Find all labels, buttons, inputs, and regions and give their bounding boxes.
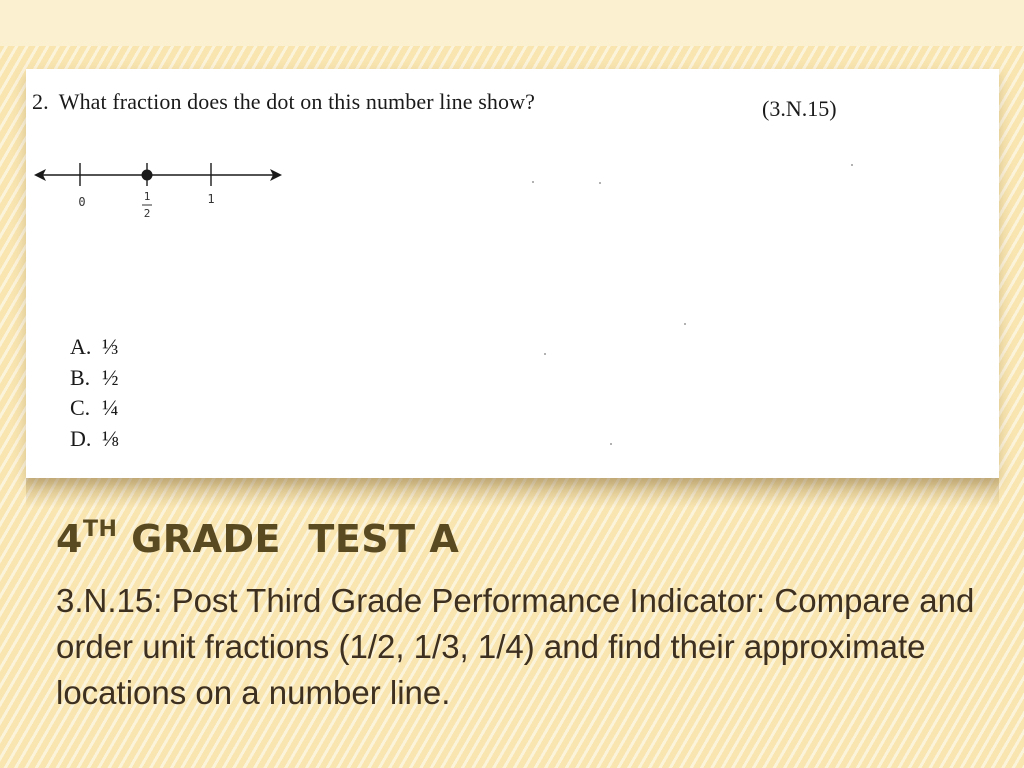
title-number: 4 — [56, 517, 83, 561]
scan-speck — [532, 181, 534, 183]
choice-value: ¼ — [102, 395, 119, 420]
scan-speck — [599, 182, 601, 184]
choice-letter: D. — [70, 425, 92, 451]
choice-c — [70, 393, 119, 424]
choice-letter: A. — [70, 334, 92, 359]
label-zero: 0 — [78, 195, 86, 209]
choice-value: ⅛ — [102, 425, 119, 451]
answer-choices — [70, 332, 119, 454]
slide-title — [56, 515, 459, 563]
choice-b — [70, 363, 119, 394]
question-number: 2. — [32, 89, 49, 114]
choice-value: ½ — [102, 364, 119, 390]
choice-a — [70, 332, 119, 363]
title-superscript: TH — [82, 517, 118, 542]
slide-body-text: 3.N.15: Post Third Grade Performance Indicator: Compare and order unit fractions (1/2, 1/3, 1/4) and find their approximate locations on a number line. — [56, 582, 975, 711]
choice-letter: C. — [70, 395, 91, 420]
number-line-dot — [142, 170, 153, 181]
question-line — [32, 89, 535, 115]
choice-d — [70, 424, 119, 455]
scan-speck — [851, 164, 853, 166]
scan-speck — [544, 353, 546, 355]
label-half-denominator: 2 — [143, 207, 151, 220]
choice-value: ⅓ — [102, 334, 119, 359]
standard-code: (3.N.15) — [762, 96, 837, 121]
scanned-question-image — [26, 69, 999, 478]
label-one: 1 — [207, 192, 215, 206]
slide-top-band — [0, 0, 1024, 46]
label-half-numerator: 1 — [143, 190, 151, 203]
number-line — [30, 155, 290, 235]
choice-letter: B. — [70, 364, 91, 390]
scan-speck — [684, 323, 686, 325]
title-text: GRADE TEST A — [117, 517, 460, 561]
question-text: What fraction does the dot on this number line show? — [58, 89, 535, 114]
image-shadow — [26, 478, 999, 508]
scan-speck — [610, 443, 612, 445]
